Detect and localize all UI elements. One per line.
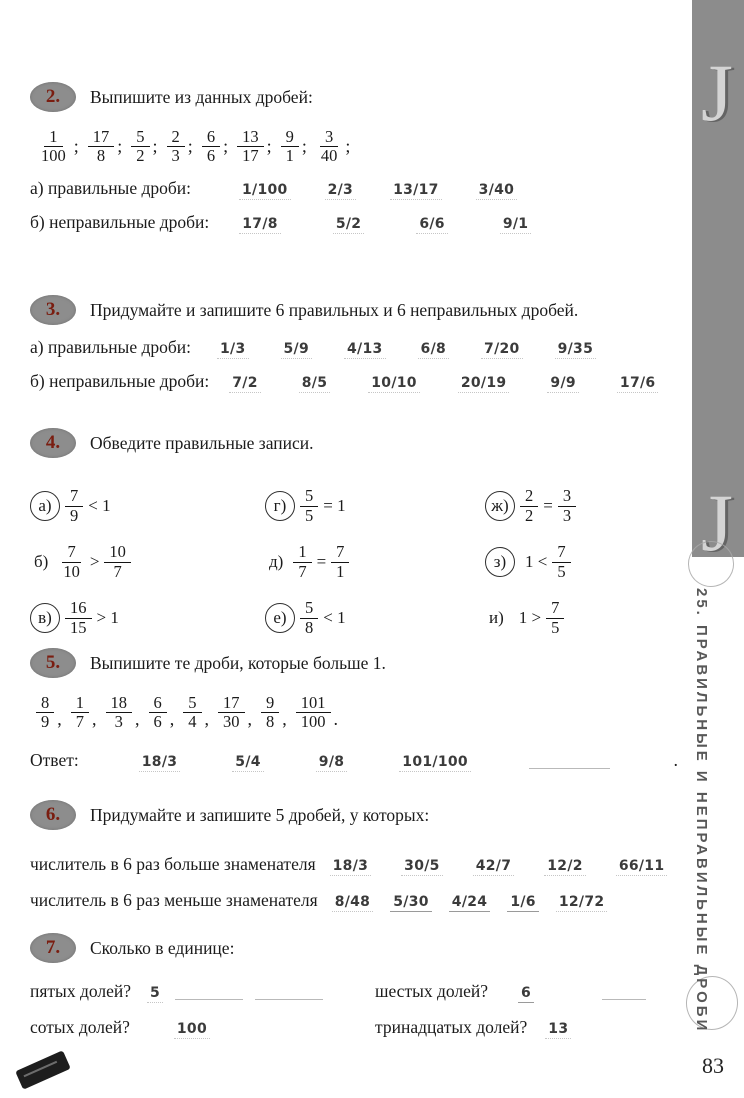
fraction: [218, 694, 245, 732]
handwritten-answers: [330, 858, 668, 876]
corner-tag: [15, 1050, 71, 1089]
handwritten-answer: 10/10: [368, 375, 420, 393]
part-label: б) неправильные дроби:: [30, 371, 210, 391]
fraction: [300, 599, 318, 637]
chapter-title-vertical: 25. ПРАВИЛЬНЫЕ И НЕПРАВИЛЬНЫЕ ДРОБИ: [693, 588, 710, 1034]
fraction-numerator: 6: [149, 694, 167, 713]
equation-item: [485, 543, 678, 581]
fraction-numerator: 13: [237, 128, 264, 147]
question-text: тринадцатых долей?: [375, 1017, 528, 1037]
equation-item: [485, 487, 678, 525]
handwritten-answer: 3/40: [476, 182, 518, 200]
exercise-title: Выпишите из данных дробей:: [90, 86, 313, 107]
fraction: [202, 128, 220, 166]
fraction: [316, 128, 343, 166]
fraction-numerator: 3: [320, 128, 338, 147]
answer-rows: [30, 854, 678, 912]
separator: ,: [282, 708, 287, 729]
condition-row: [30, 890, 678, 912]
answer-blank-line: [255, 998, 323, 1000]
expression-text: =: [316, 552, 327, 571]
fraction: [300, 487, 318, 525]
equation-item: [485, 599, 678, 637]
fraction-numerator: 9: [261, 694, 279, 713]
exercise-header: [30, 428, 678, 458]
fraction-denominator: 5: [557, 561, 566, 581]
separator: ;: [223, 136, 229, 157]
answer-blank-line: [175, 998, 243, 1000]
bookmark-tab-icon: J: [701, 477, 733, 568]
fraction-denominator: 6: [206, 146, 216, 166]
handwritten-answer: 5/30: [390, 894, 432, 912]
given-fractions-row: [36, 128, 678, 166]
fraction: [552, 543, 570, 581]
handwritten-answers: [229, 375, 658, 393]
part-label: б) неправильные дроби:: [30, 211, 210, 232]
separator: ;: [73, 136, 79, 157]
fraction-denominator: 100: [41, 146, 66, 166]
answer-blank-line: [529, 767, 610, 769]
fraction-denominator: 7: [113, 561, 122, 581]
separator: .: [333, 708, 338, 729]
condition-label: числитель в 6 раз меньше знаменателя: [30, 890, 318, 910]
fraction-numerator: 8: [36, 694, 54, 713]
fraction-denominator: 8: [305, 617, 314, 637]
fraction-denominator: 3: [562, 505, 572, 525]
handwritten-answer: 8/48: [332, 894, 374, 912]
exercise-title: Выпишите те дроби, которые больше 1.: [90, 652, 386, 673]
fraction-denominator: 1: [336, 561, 345, 581]
handwritten-answer: 100: [174, 1021, 210, 1039]
fraction: [293, 543, 311, 581]
fraction-denominator: 17: [242, 146, 259, 166]
handwritten-answer: 7/2: [229, 375, 261, 393]
fraction-denominator: 8: [96, 146, 106, 166]
fraction: [71, 694, 89, 732]
answer-part-row: [30, 212, 678, 234]
item-letter: и): [489, 608, 504, 627]
handwritten-answers: [217, 341, 596, 359]
fraction-denominator: 7: [75, 712, 84, 732]
fraction: [65, 487, 83, 525]
fraction: [65, 599, 92, 637]
fraction: [237, 128, 264, 166]
expression-text: 1 >: [518, 608, 542, 627]
expression-text: < 1: [88, 496, 111, 515]
question-text: сотых долей?: [30, 1017, 130, 1037]
answer-line: [30, 750, 678, 772]
handwritten-answer: 42/7: [473, 858, 515, 876]
separator: ,: [57, 708, 62, 729]
exercise-header: [30, 800, 678, 830]
answer-label: Ответ:: [30, 749, 79, 770]
handwritten-answer: 8/5: [299, 375, 331, 393]
handwritten-answer: 1/6: [507, 894, 539, 912]
handwritten-answers: [139, 754, 471, 772]
handwritten-answer: 6/8: [418, 341, 450, 359]
fraction-numerator: 5: [300, 599, 318, 618]
question-answer-cell: [30, 981, 375, 1003]
exercise-6: [30, 800, 678, 912]
fraction: [546, 599, 564, 637]
fraction: [167, 128, 185, 166]
equations-grid: [30, 478, 678, 646]
separator: ,: [92, 708, 97, 729]
handwritten-answer: 1/3: [217, 341, 249, 359]
fraction-denominator: 8: [266, 712, 275, 732]
handwritten-answer: 5/9: [281, 341, 313, 359]
separator: ,: [135, 708, 140, 729]
expression-text: 1 <: [525, 552, 548, 571]
handwritten-answer: 18/3: [330, 858, 372, 876]
fraction-numerator: 3: [558, 487, 576, 506]
expression-text: < 1: [323, 608, 346, 627]
exercise-title: Придумайте и запишите 6 правильных и 6 неправильных дробей.: [90, 299, 579, 320]
question-text: шестых долей?: [375, 981, 489, 1001]
fraction: [281, 128, 299, 166]
exercise-4: [30, 428, 678, 646]
answer-part-row: [30, 371, 678, 393]
exercise-header: [30, 82, 678, 112]
equation-item: [30, 543, 265, 581]
separator: ;: [301, 136, 307, 157]
handwritten-answer: 1/100: [239, 182, 291, 200]
handwritten-answer: 7/20: [481, 341, 523, 359]
handwritten-answer: 4/24: [449, 894, 491, 912]
expression-text: > 1: [96, 608, 119, 627]
handwritten-answer: 13/17: [390, 182, 442, 200]
circled-letter: з): [485, 547, 515, 577]
expression-text: = 1: [323, 496, 346, 515]
separator: ;: [187, 136, 193, 157]
fraction-numerator: 1: [293, 543, 311, 562]
handwritten-answer: 101/100: [399, 754, 471, 772]
fraction-denominator: 9: [41, 712, 50, 732]
handwritten-answer: 5/4: [232, 754, 264, 772]
fraction-numerator: 5: [131, 128, 149, 147]
fraction-denominator: 100: [300, 712, 326, 732]
equation-item: [265, 543, 485, 581]
handwritten-answer: 2/3: [325, 182, 357, 200]
separator: ,: [169, 708, 175, 729]
exercise-header: [30, 648, 678, 678]
equation-item: [30, 487, 265, 525]
fraction-numerator: 18: [106, 694, 133, 713]
fraction-denominator: 6: [153, 712, 162, 732]
exercise-number-badge: 3.: [30, 295, 76, 325]
exercise-7: [30, 933, 678, 1039]
handwritten-answer: 9/35: [555, 341, 597, 359]
fraction-numerator: 17: [88, 128, 115, 147]
fraction-numerator: 101: [296, 694, 331, 713]
handwritten-answer: 30/5: [401, 858, 443, 876]
given-fractions-row: [36, 694, 678, 732]
fraction-numerator: 7: [65, 487, 83, 506]
fraction-numerator: 2: [167, 128, 185, 147]
handwritten-answer: 9/1: [500, 216, 532, 234]
separator: ;: [345, 136, 351, 157]
handwritten-answer: 66/11: [616, 858, 668, 876]
separator: ;: [152, 136, 158, 157]
fraction-numerator: 5: [183, 694, 201, 713]
exercise-title: Придумайте и запишите 5 дробей, у которых:: [90, 804, 430, 825]
handwritten-answer: 5/2: [333, 216, 365, 234]
fraction-denominator: 15: [70, 617, 87, 637]
handwritten-answers: [332, 894, 608, 912]
question-answer-grid: [30, 981, 678, 1039]
question-answer-cell: [375, 981, 678, 1003]
handwritten-answer: 20/19: [458, 375, 510, 393]
question-answer-cell: [30, 1017, 375, 1039]
fraction-numerator: 7: [546, 599, 564, 618]
exercise-number-badge: 4.: [30, 428, 76, 458]
fraction-numerator: 9: [281, 128, 299, 147]
separator: ;: [117, 136, 123, 157]
handwritten-answer: 17/8: [239, 216, 281, 234]
fraction-denominator: 5: [551, 617, 560, 637]
fraction-denominator: 4: [188, 712, 197, 732]
bookmark-tab-icon: J: [701, 47, 733, 138]
handwritten-answer: 17/6: [617, 375, 659, 393]
fraction-numerator: 6: [202, 128, 220, 147]
circled-letter: а): [30, 491, 60, 521]
handwritten-answer: 4/13: [344, 341, 386, 359]
equation-item: [265, 487, 485, 525]
fraction-denominator: 9: [70, 505, 79, 525]
circled-letter: г): [265, 491, 295, 521]
equation-item: [265, 599, 485, 637]
exercise-5: [30, 648, 678, 772]
separator: ;: [266, 136, 272, 157]
fraction-numerator: 10: [104, 543, 131, 562]
handwritten-answer: 12/2: [544, 858, 586, 876]
question-text: пятых долей?: [30, 981, 132, 1001]
fraction-numerator: 7: [62, 543, 80, 562]
fraction: [88, 128, 115, 166]
exercise-2: [30, 82, 678, 234]
exercise-number-badge: 7.: [30, 933, 76, 963]
fraction-numerator: 1: [71, 694, 89, 713]
fraction-numerator: 1: [44, 128, 62, 147]
handwritten-answer: 6/6: [416, 216, 448, 234]
handwritten-answer: 5: [147, 985, 163, 1003]
fraction-denominator: 5: [305, 505, 314, 525]
fraction: [36, 128, 71, 166]
item-letter: д): [269, 552, 284, 571]
fraction-denominator: 1: [285, 146, 294, 166]
exercise-header: [30, 933, 678, 963]
fraction-denominator: 3: [114, 712, 123, 732]
fraction-denominator: 30: [223, 712, 240, 732]
circled-letter: ж): [485, 491, 515, 521]
answer-parts: [30, 178, 678, 234]
exercise-number-badge: 2.: [30, 82, 76, 112]
exercise-number-badge: 6.: [30, 800, 76, 830]
separator: ,: [247, 708, 252, 729]
fraction: [106, 694, 133, 732]
question-answer-cell: [375, 1017, 678, 1039]
fraction: [520, 487, 538, 525]
fraction: [131, 128, 149, 166]
separator: ,: [204, 708, 209, 729]
fraction-numerator: 5: [300, 487, 318, 506]
handwritten-answers: [239, 182, 517, 200]
fraction: [104, 543, 131, 581]
handwritten-answer: 9/9: [547, 375, 579, 393]
condition-label: числитель в 6 раз больше знаменателя: [30, 854, 316, 874]
expression-text: =: [543, 496, 553, 515]
fraction-numerator: 7: [552, 543, 570, 562]
circled-letter: е): [265, 603, 295, 633]
circled-letter: в): [30, 603, 60, 633]
fraction-numerator: 17: [218, 694, 245, 713]
pencil-scribble: [682, 973, 741, 1034]
part-label: а) правильные дроби:: [30, 337, 191, 357]
trailing-period: .: [673, 749, 678, 770]
fraction: [331, 543, 349, 581]
fraction: [296, 694, 331, 732]
page-number: 83: [702, 1053, 724, 1078]
handwritten-answer: 13: [545, 1021, 571, 1039]
exercise-title: Сколько в единице:: [90, 937, 235, 958]
answer-part-row: [30, 337, 678, 359]
answer-part-row: [30, 178, 678, 200]
handwritten-answers: [239, 216, 531, 234]
fraction-denominator: 3: [171, 146, 180, 166]
exercise-header: [30, 295, 678, 325]
handwritten-answer: 6: [518, 985, 534, 1003]
exercise-title: Обведите правильные записи.: [90, 432, 314, 453]
fraction: [261, 694, 279, 732]
answer-parts: [30, 337, 678, 393]
fraction-numerator: 2: [520, 487, 538, 506]
exercise-3: [30, 295, 678, 393]
fraction-numerator: 7: [331, 543, 349, 562]
answer-blank-line: [602, 998, 646, 1000]
fraction: [558, 487, 576, 525]
fraction: [183, 694, 201, 732]
handwritten-answer: 12/72: [556, 894, 608, 912]
fraction: [58, 543, 85, 581]
fraction-denominator: 2: [525, 505, 534, 525]
fraction: [36, 694, 54, 732]
fraction-numerator: 16: [65, 599, 92, 618]
expression-text: >: [89, 552, 100, 571]
item-letter: б): [34, 552, 49, 571]
handwritten-answer: 9/8: [316, 754, 348, 772]
equation-item: [30, 599, 265, 637]
fraction-denominator: 7: [298, 561, 307, 581]
fraction-denominator: 10: [63, 561, 80, 581]
exercise-number-badge: 5.: [30, 648, 76, 678]
fraction: [149, 694, 167, 732]
fraction-denominator: 2: [136, 146, 145, 166]
part-label: а) правильные дроби:: [30, 177, 191, 198]
condition-row: [30, 854, 678, 876]
handwritten-answer: 18/3: [139, 754, 181, 772]
fraction-denominator: 40: [320, 146, 338, 166]
